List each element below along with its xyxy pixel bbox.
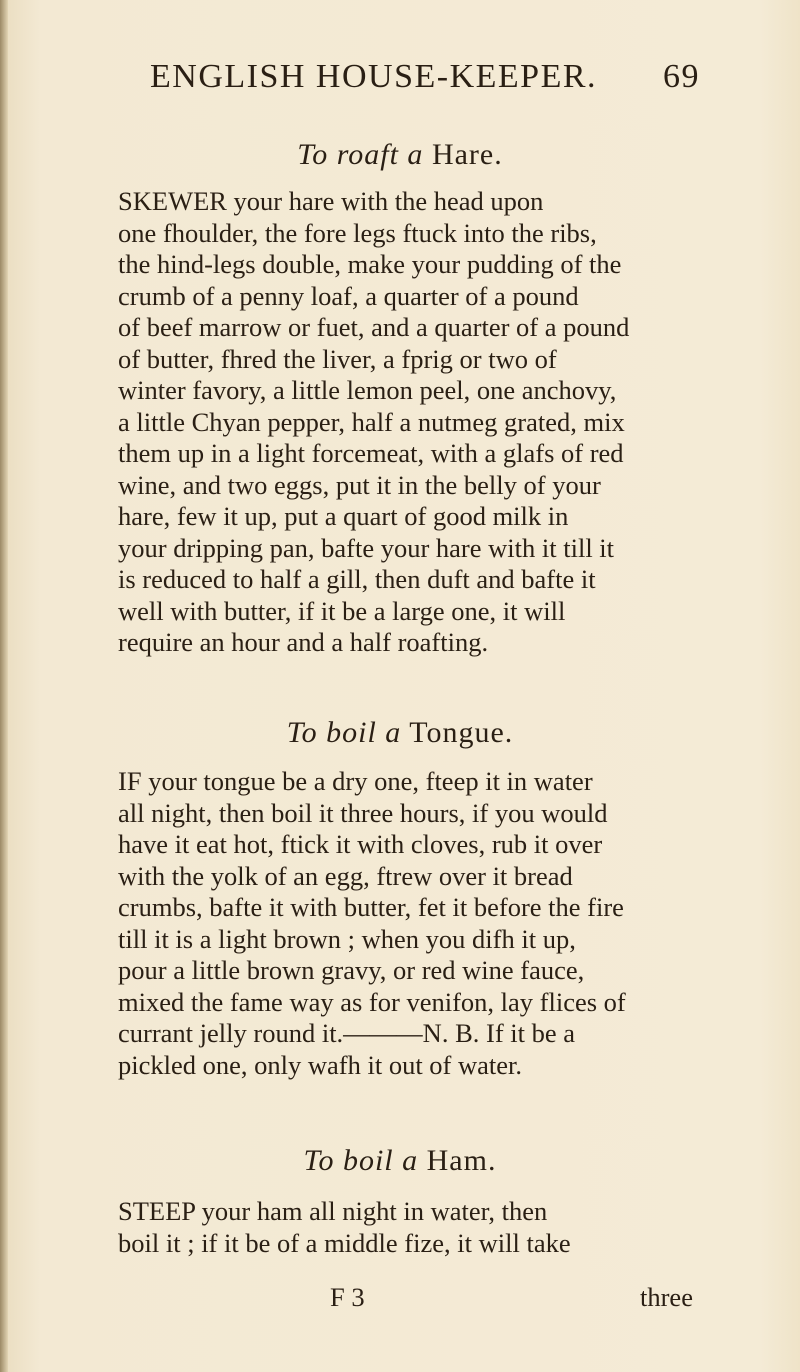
text-line: have it eat hot, ftick it with cloves, rub it over xyxy=(118,829,603,859)
catchword: three xyxy=(640,1282,693,1312)
text-line: currant jelly round it.———N. B. If it be a xyxy=(118,1018,576,1048)
text-line: is reduced to half a gill, then duft and bafte it xyxy=(118,564,596,594)
heading-caps: Tongue. xyxy=(409,716,514,749)
text-line: mixed the fame way as for venifon, lay flices of xyxy=(118,986,626,1017)
text-line: boil it ; if it be of a middle fize, it will take xyxy=(118,1227,571,1258)
text-line: with the yolk of an egg, ftrew over it bread xyxy=(118,860,573,891)
text-line: wine, and two eggs, put it in the belly of your xyxy=(118,469,601,500)
text-line: crumb of a penny loaf, a quarter of a pound xyxy=(118,280,579,311)
text-line: of butter, fhred the liver, a fprig or two of xyxy=(118,343,557,374)
text-line: IF your tongue be a dry one, fteep it in water xyxy=(118,766,593,796)
text-line: well with butter, if it be a large one, it will xyxy=(118,595,566,626)
running-head-title: ENGLISH HOUSE-KEEPER. xyxy=(150,58,598,95)
paragraph-hare xyxy=(118,186,718,659)
running-head xyxy=(150,58,700,96)
paragraph-ham xyxy=(118,1196,718,1259)
text-line: SKEWER your hare with the head upon xyxy=(118,186,544,216)
text-line: one fhoulder, the fore legs ftuck into the ribs, xyxy=(118,217,597,248)
text-line: pickled one, only wafh it out of water. xyxy=(118,1049,523,1080)
text-line: them up in a light forcemeat, with a glafs of red xyxy=(118,438,624,468)
text-line: the hind-legs double, make your pudding of the xyxy=(118,249,622,279)
section-heading-hare xyxy=(0,138,800,172)
heading-italic: To boil a xyxy=(286,716,402,749)
text-line: till it is a light brown ; when you difh it up, xyxy=(118,923,576,954)
text-line: crumbs, bafte it with butter, fet it before the fire xyxy=(118,892,624,922)
paragraph-tongue xyxy=(118,766,718,1081)
text-line: of beef marrow or fuet, and a quarter of a pound xyxy=(118,312,630,342)
text-line: pour a little brown gravy, or red wine fauce, xyxy=(118,955,585,985)
section-heading-ham xyxy=(0,1144,800,1178)
heading-italic: To roaft a xyxy=(297,138,424,171)
text-line: your dripping pan, bafte your hare with it till it xyxy=(118,532,615,563)
text-line: a little Chyan pepper, half a nutmeg grated, mix xyxy=(118,406,625,437)
page-number: 69 xyxy=(663,58,700,95)
heading-caps: Hare. xyxy=(431,138,503,171)
text-line: winter favory, a little lemon peel, one anchovy, xyxy=(118,375,617,405)
text-line: require an hour and a half roafting. xyxy=(118,627,489,657)
text-line: STEEP your ham all night in water, then xyxy=(118,1196,548,1226)
text-line: hare, few it up, put a quart of good milk in xyxy=(118,501,569,531)
heading-caps: Ham. xyxy=(426,1144,497,1177)
section-heading-tongue xyxy=(0,716,800,750)
signature-mark: F 3 xyxy=(330,1282,365,1312)
text-line: all night, then boil it three hours, if you would xyxy=(118,797,608,828)
heading-italic: To boil a xyxy=(303,1144,419,1177)
